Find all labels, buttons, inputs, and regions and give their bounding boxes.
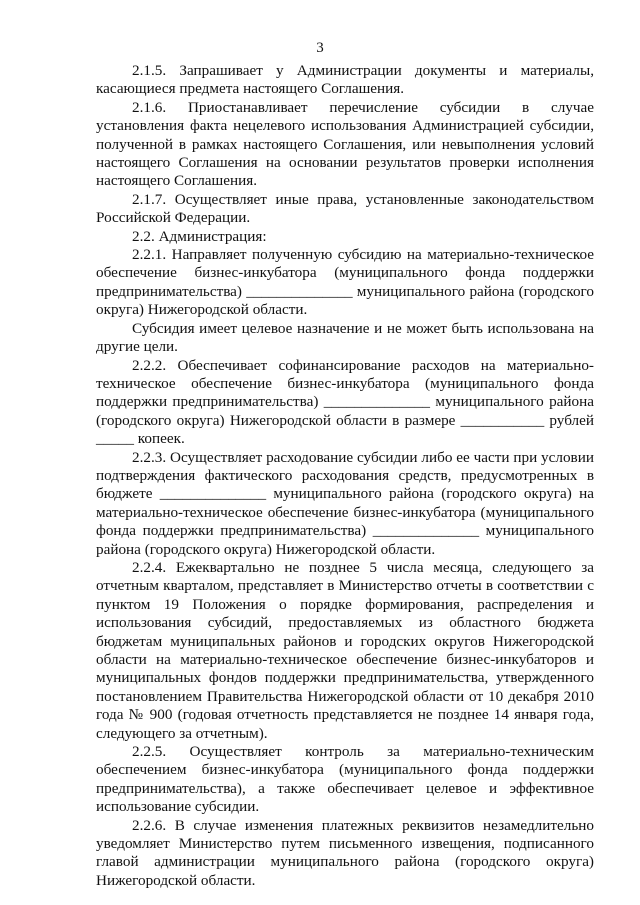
paragraph-2-2-6: 2.2.6. В случае изменения платежных реквизитов незамедлительно уведомляет Министерство путем письменного извещения, подписанного главой администрации муниципального района (городского округа) Нижегородской области. [96,816,594,889]
paragraph-subsidy-purpose: Субсидия имеет целевое назначение и не может быть использована на другие цели. [96,319,594,356]
paragraph-2-2-4: 2.2.4. Ежеквартально не позднее 5 числа месяца, следующего за отчетным кварталом, представляет в Министерство отчеты в соответствии с пунктом 19 Положения о порядке формирования, распределения и использования субсидий, предоставляемых из областного бюджета бюджетам муниципальных районов и городских округов Нижегородской области на материально-техническое обеспечение бизнес-инкубаторов и муниципальных фондов поддержки предпринимательства, утвержденного постановлением Правительства Нижегородской области от 10 декабря 2010 года № 900 (годовая отчетность представляется не позднее 14 января года, следующего за отчетным). [96,558,594,742]
section-2-2-heading: 2.2. Администрация: [132,227,267,245]
paragraph-2-2-3: 2.2.3. Осуществляет расходование субсидии либо ее части при условии подтверждения фактического расходования средств, предусмотренных в бюджете ______________ муниципального района (городского округа) на материально-техническое обеспечение бизнес-инкубатора (муниципального фонда поддержки предпринимательства) ______________ муниципального района (городского округа) Нижегородской области. [96,448,594,558]
document-body [96,62,594,890]
paragraph-2-1-5: 2.1.5. Запрашивает у Администрации документы и материалы, касающиеся предмета настоящего Соглашения. [96,62,594,98]
paragraph-2-1-7: 2.1.7. Осуществляет иные права, установленные законодательством Российской Федерации. [96,190,594,227]
page-number: 3 [316,40,324,56]
paragraph-2-2-2: 2.2.2. Обеспечивает софинансирование расходов на материально-техническое обеспечение бизнес-инкубатора (муниципального фонда поддержки предпринимательства) ______________ муниципального района (городского округа) Нижегородской области в размере ___________ рублей _____ копеек. [96,356,594,448]
paragraph-2-2-5: 2.2.5. Осуществляет контроль за материально-техническим обеспечением бизнес-инкубатора (муниципального фонда поддержки предпринимательства), а также обеспечивает целевое и эффективное использование субсидии. [96,743,594,816]
paragraph-2-2-1: 2.2.1. Направляет полученную субсидию на материально-техническое обеспечение бизнес-инкубатора (муниципального фонда поддержки предпринимательства) ______________ муниципального района (городского округа) Нижегородской области. [96,246,594,319]
paragraph-2-1-6: 2.1.6. Приостанавливает перечисление субсидии в случае установления факта нецелевого использования Администрацией субсидии, полученной в рамках настоящего Соглашения, или невыполнения условий настоящего Соглашения на основании результатов проверки исполнения настоящего Соглашения. [96,98,594,190]
